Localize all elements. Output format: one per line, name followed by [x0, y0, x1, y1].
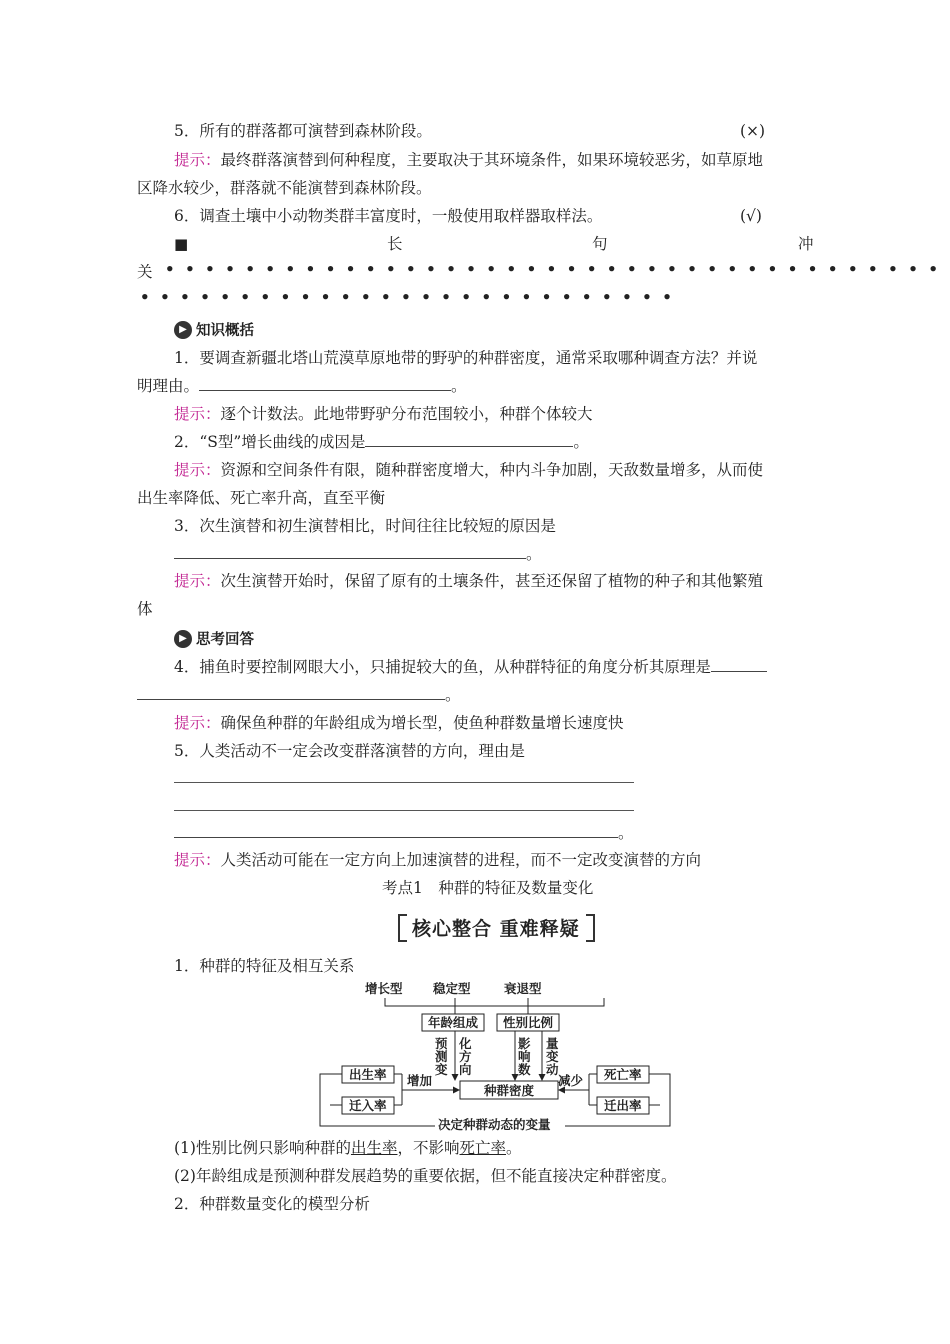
question-5-hint-line2: 区降水较少，群落就不能演替到森林阶段。	[137, 179, 432, 197]
diagram-density: 种群密度	[484, 1083, 535, 1098]
answer-line	[174, 782, 634, 783]
knowledge-q3: 3．次生演替和初生演替相比，时间往往比较短的原因是	[174, 517, 556, 535]
note-1-pre: (1)性别比例只影响种群的	[174, 1139, 351, 1157]
diagram-emigration: 迁出率	[604, 1098, 642, 1113]
diagram-age-structure: 年龄组成	[428, 1015, 479, 1030]
dot-leader-1: •••••••••••••••••••••••••••••••••••••••	[165, 260, 949, 278]
question-5-hint-line1	[174, 150, 763, 170]
diagram-yingxiang-2: 响	[518, 1049, 531, 1064]
q2-period: 。	[573, 433, 589, 451]
diagram-birth-rate: 出生率	[349, 1067, 387, 1082]
question-5-mark: (×)	[740, 122, 766, 140]
note-1-end: 。	[506, 1139, 522, 1157]
knowledge-q1-line2	[137, 376, 467, 396]
answer-blank	[199, 376, 451, 391]
hint-label: 提示：	[174, 405, 221, 423]
answer-blank	[137, 685, 445, 700]
section-think-label: 思考回答	[196, 632, 254, 648]
diagram-yuce-2: 测	[435, 1049, 448, 1064]
play-icon: ▶	[174, 321, 192, 339]
item-2-title: 2．种群数量变化的模型分析	[174, 1195, 370, 1213]
diagram-decrease: 减少	[558, 1073, 584, 1088]
diagram-yuce-3: 变	[435, 1062, 448, 1077]
diagram-liang-2: 变	[546, 1049, 559, 1064]
hint-text: 逐个计数法。此地带野驴分布范围较小，种群个体较大	[220, 405, 593, 423]
diagram-yuce-1: 预	[435, 1036, 448, 1051]
think-q5-blank-line	[174, 823, 634, 843]
diagram-immigration: 迁入率	[349, 1098, 387, 1113]
question-6-mark: (√)	[740, 207, 762, 225]
think-q5: 5．人类活动不一定会改变群落演替的方向，理由是	[174, 742, 525, 760]
q5-period: 。	[618, 824, 634, 842]
knowledge-q1-hint	[174, 404, 593, 424]
knowledge-q3-hint-line2: 体	[137, 600, 153, 618]
diagram-increase: 增加	[407, 1073, 433, 1088]
diagram-stable: 稳定型	[433, 981, 471, 996]
play-icon: ▶	[174, 630, 192, 648]
banner-bracket-right	[586, 914, 595, 942]
think-q5-hint	[174, 850, 701, 870]
q1-period: 。	[451, 377, 467, 395]
heading-char-3: 冲	[798, 235, 814, 253]
diagram-huafx-2: 方	[459, 1049, 472, 1064]
diagram-death-rate: 死亡率	[604, 1067, 642, 1082]
heading-square-icon: ■	[174, 235, 189, 253]
hint-text: 资源和空间条件有限，随种群密度增大，种内斗争加剧，天敌数量增多，从而使	[220, 461, 764, 479]
hint-label: 提示：	[174, 714, 221, 732]
hint-label: 提示：	[174, 572, 221, 590]
hint-text: 次生演替开始时，保留了原有的土壤条件，甚至还保留了植物的种子和其他繁殖	[220, 572, 764, 590]
hint-text: 确保鱼种群的年龄组成为增长型，使鱼种群数量增长速度快	[220, 714, 624, 732]
kaodian-title: 考点1 种群的特征及数量变化	[382, 879, 594, 897]
knowledge-q3-blank-line	[174, 544, 542, 564]
hint-label: 提示：	[174, 151, 221, 169]
section-knowledge	[174, 319, 254, 340]
answer-blank	[711, 657, 767, 672]
q4-text: 4．捕鱼时要控制网眼大小，只捕捉较大的鱼，从种群特征的角度分析其原理是	[174, 658, 711, 676]
diagram-yingxiang-3: 数	[518, 1062, 531, 1077]
answer-line	[174, 810, 634, 811]
q2-text: 2．“S型”增长曲线的成因是	[174, 433, 366, 451]
note-1-u1: 出生率	[350, 1139, 398, 1157]
diagram-liang-3: 动	[546, 1062, 559, 1077]
population-features-diagram	[310, 980, 680, 1132]
diagram-huafx-3: 向	[459, 1062, 472, 1077]
diagram-huafx-1: 化	[459, 1036, 472, 1051]
top-bracket-line	[385, 998, 604, 1006]
diagram-bottom-label: 决定种群动态的变量	[438, 1117, 551, 1132]
answer-blank	[365, 432, 573, 447]
think-q4	[174, 657, 767, 677]
knowledge-q2-hint-line1	[174, 460, 763, 480]
note-2: (2)年龄组成是预测种群发展趋势的重要依据，但不能直接决定种群密度。	[174, 1167, 677, 1185]
note-1-u2: 死亡率	[459, 1139, 507, 1157]
note-1-mid: ，不影响	[397, 1139, 460, 1157]
answer-blank	[174, 544, 526, 559]
diagram-yingxiang-1: 影	[518, 1036, 531, 1051]
knowledge-q2-hint-line2: 出生率降低、死亡率升高，直至平衡	[137, 489, 386, 507]
heading-char-2: 句	[592, 235, 608, 253]
note-1	[174, 1138, 522, 1158]
heading-char-1: 长	[387, 235, 403, 253]
diagram-liang-1: 量	[546, 1036, 559, 1051]
q4-period: 。	[445, 686, 461, 704]
hint-text: 最终群落演替到何种程度，主要取决于其环境条件，如果环境较恶劣，如草原地	[220, 151, 764, 169]
answer-blank	[174, 823, 618, 838]
knowledge-q3-hint-line1	[174, 571, 763, 591]
q1-lead: 明理由。	[137, 377, 200, 395]
heading-char-4: 关	[137, 263, 153, 281]
knowledge-q1-line1: 1．要调查新疆北塔山荒漠草原地带的野驴的种群密度，通常采取哪种调查方法？并说	[174, 349, 758, 367]
think-q4-hint	[174, 713, 624, 733]
question-5-text: 5．所有的群落都可演替到森林阶段。	[174, 122, 432, 140]
banner-bracket-left	[398, 914, 407, 942]
hint-text: 人类活动可能在一定方向上加速演替的进程，而不一定改变演替的方向	[220, 851, 702, 869]
think-q4-blank-line	[137, 685, 461, 705]
diagram-decline: 衰退型	[504, 981, 542, 996]
hint-label: 提示：	[174, 461, 221, 479]
hint-label: 提示：	[174, 851, 221, 869]
item-1-title: 1．种群的特征及相互关系	[174, 957, 355, 975]
banner-title: 核心整合 重难释疑	[412, 918, 580, 940]
knowledge-q2	[174, 432, 589, 452]
dot-leader-2: •••••••••••••••••••••••••••	[140, 288, 683, 306]
section-knowledge-label: 知识概括	[196, 323, 254, 339]
diagram-growth: 增长型	[365, 981, 403, 996]
q3-period: 。	[526, 545, 542, 563]
diagram-sex-ratio: 性别比例	[503, 1015, 554, 1030]
question-6-text: 6．调查土壤中小动物类群丰富度时，一般使用取样器取样法。	[174, 207, 603, 225]
section-think	[174, 628, 254, 649]
